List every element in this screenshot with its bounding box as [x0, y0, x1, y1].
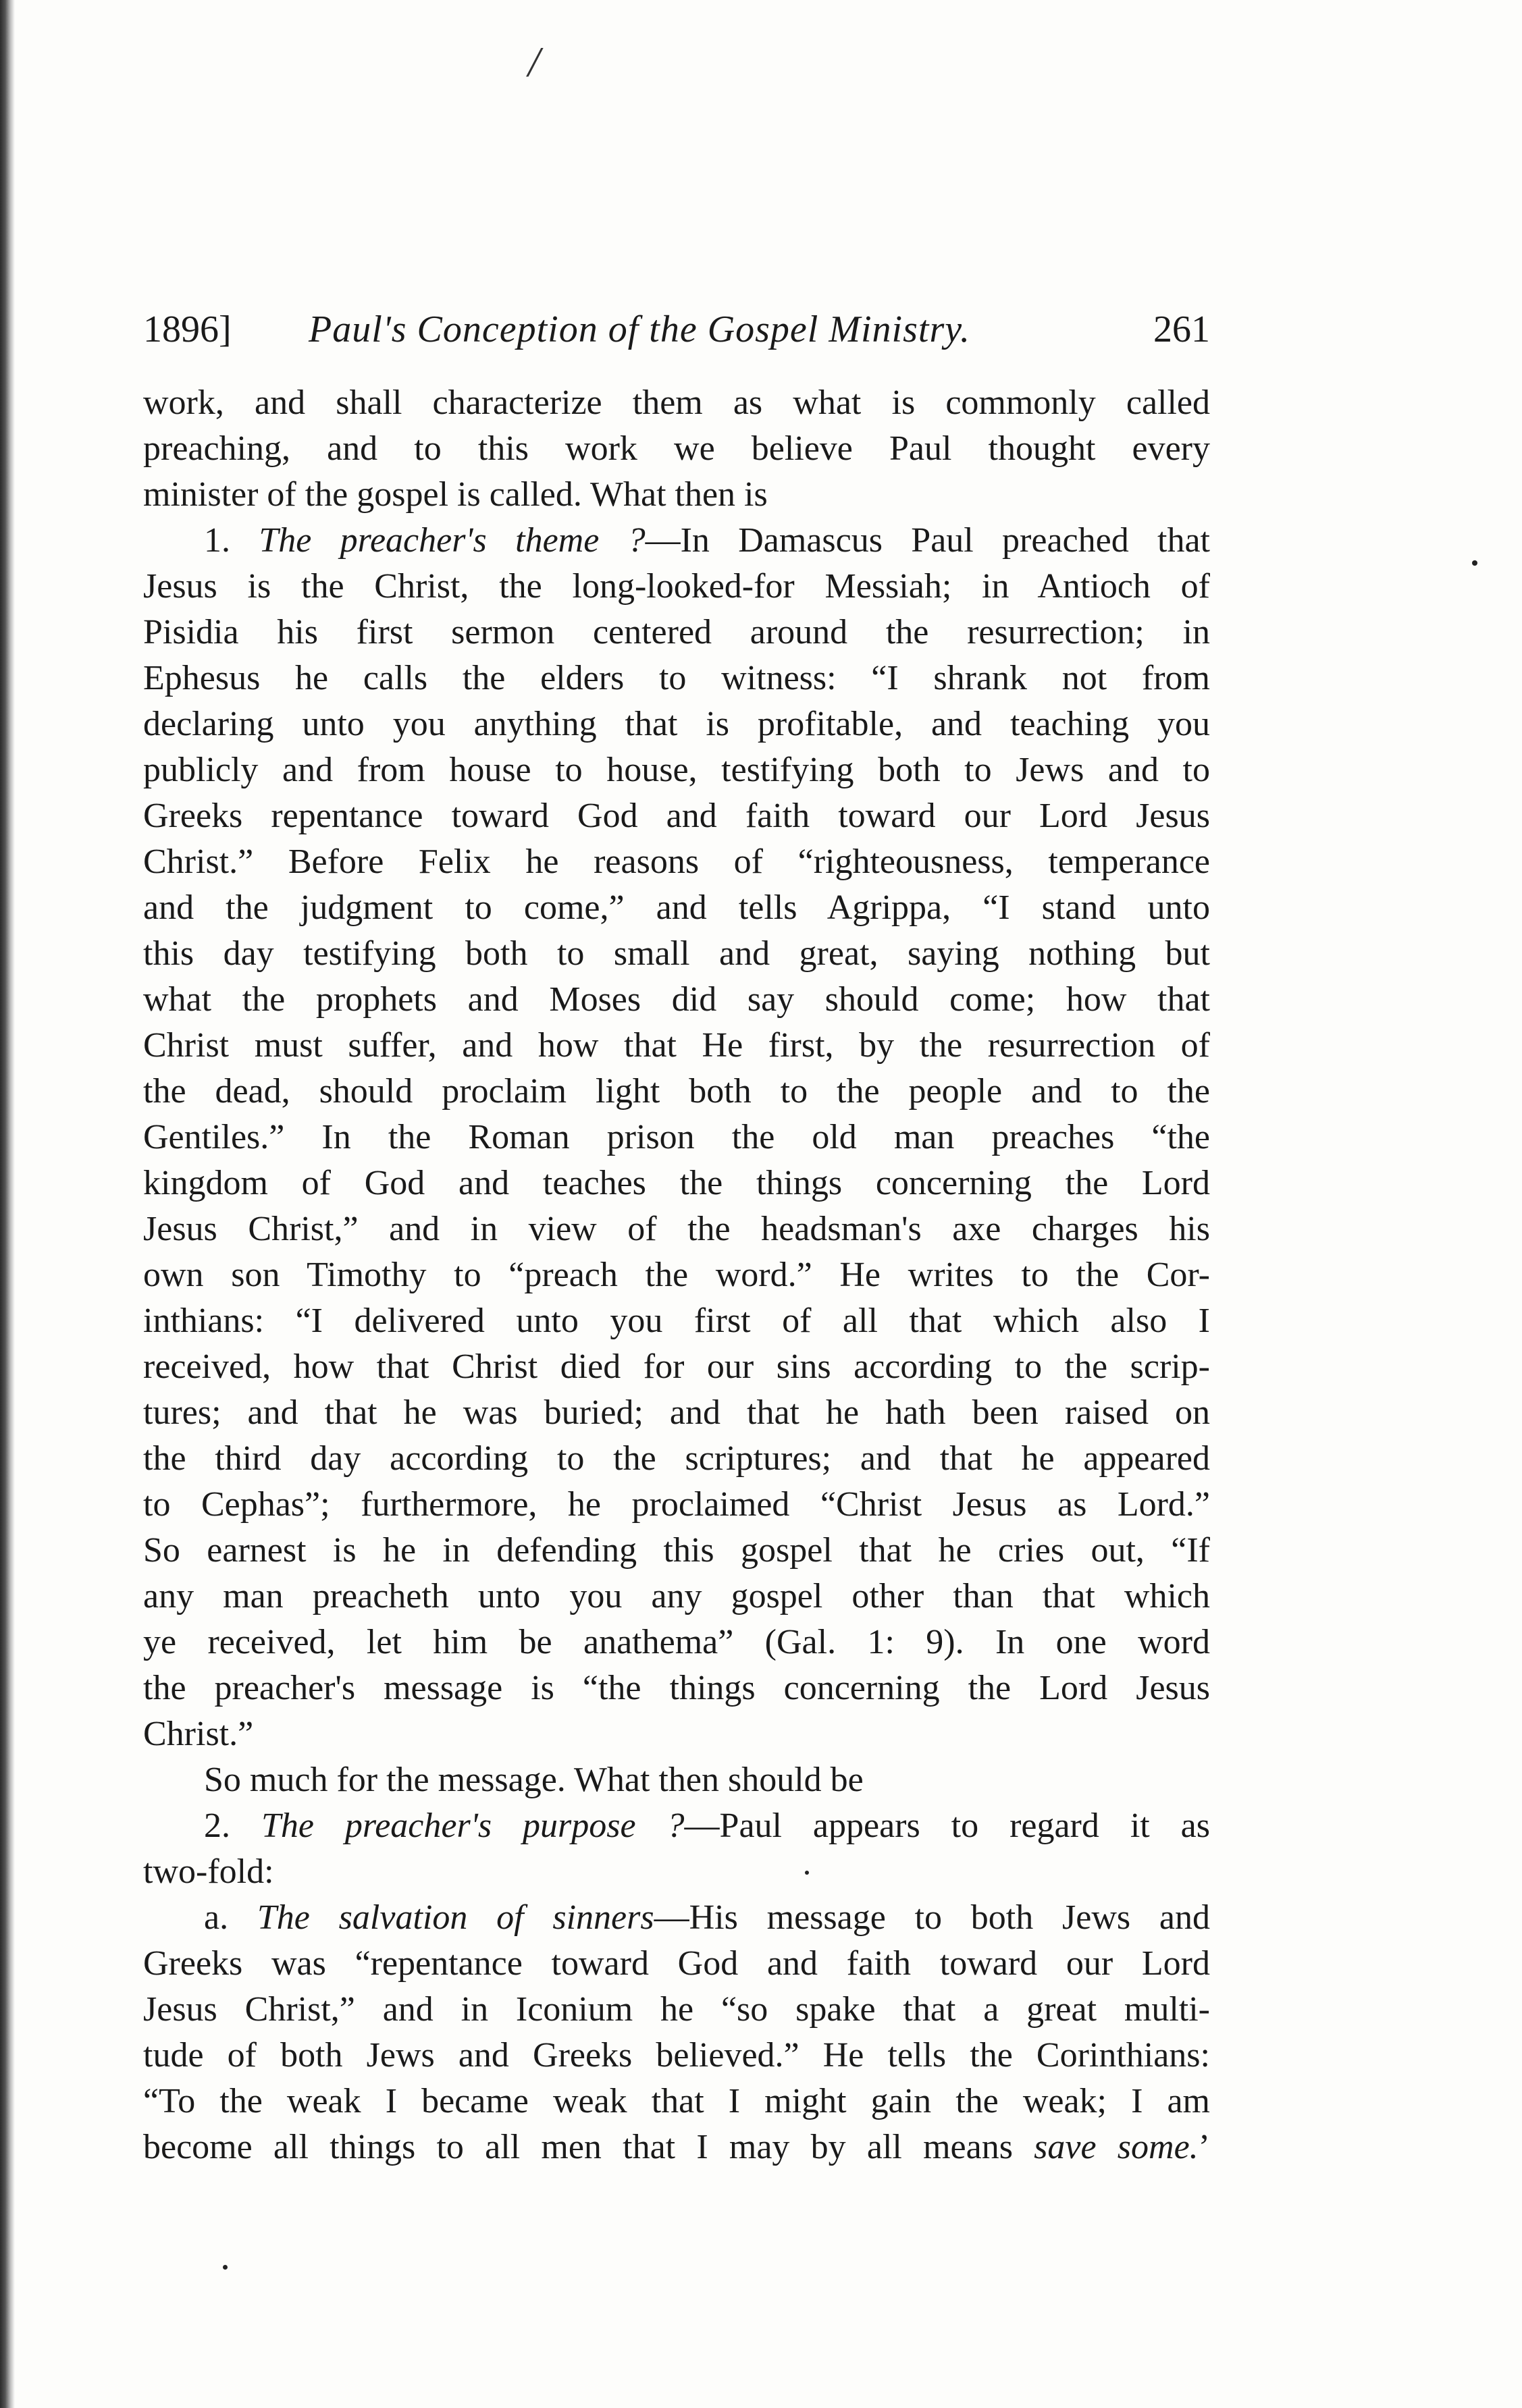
text-line — [143, 701, 1210, 747]
line-text: Jesus is the Christ, the long-looked-for Messiah; in Antioch of — [143, 567, 1210, 606]
line-italic: save some. — [1034, 2128, 1199, 2166]
text-line — [143, 472, 1210, 518]
line-text: inthians: “I delivered unto you first of all that which also I — [143, 1302, 1210, 1340]
text-line — [143, 1574, 1210, 1620]
line-prefix: 2. — [204, 1807, 230, 1845]
text-line — [143, 1206, 1210, 1252]
text-line — [143, 1252, 1210, 1298]
speck-dot — [223, 2265, 228, 2270]
text-line — [143, 655, 1210, 701]
line-text: the third day according to the scriptures; and that he appeared — [143, 1439, 1210, 1478]
text-line — [143, 1390, 1210, 1436]
line-italic: The preacher's purpose ? — [261, 1807, 685, 1845]
line-prefix: become all things to all men that I may by all means — [143, 2128, 1013, 2166]
binding-edge — [0, 0, 15, 2408]
page-number: 261 — [1153, 309, 1210, 350]
line-text: tude of both Jews and Greeks believed.” He tells the Corinthians: — [143, 2036, 1210, 2075]
line-text: own son Timothy to “preach the word.” He writes to the Cor- — [143, 1256, 1210, 1294]
line-text: So much for the message. What then should be — [204, 1761, 864, 1799]
text-line — [143, 1023, 1210, 1069]
text-line — [143, 1665, 1210, 1711]
line-text: two-fold: — [143, 1852, 274, 1891]
line-text: kingdom of God and teaches the things concerning the Lord — [143, 1164, 1210, 1202]
text-line — [143, 1941, 1210, 1987]
line-text: the dead, should proclaim light both to the people and to the — [143, 1072, 1210, 1111]
text-line — [143, 885, 1210, 931]
line-italic: The salvation of sinners — [257, 1898, 654, 1937]
line-text: Pisidia his first sermon centered around the resurrection; in — [143, 613, 1210, 651]
line-text: work, and shall characterize them as what is commonly called — [143, 383, 1210, 422]
line-suffix: —In Damascus Paul preached that — [645, 521, 1210, 560]
text-line — [143, 1069, 1210, 1115]
line-prefix: a. — [204, 1898, 229, 1937]
line-text: any man preacheth unto you any gospel other than that which — [143, 1577, 1210, 1615]
text-line — [143, 1620, 1210, 1665]
text-line — [143, 839, 1210, 885]
top-mark: / — [528, 38, 540, 86]
text-line — [143, 2124, 1210, 2170]
line-suffix: ’ — [1198, 2128, 1210, 2166]
line-text: to Cephas”; furthermore, he proclaimed “Christ Jesus as Lord.” — [143, 1485, 1210, 1524]
text-line — [143, 1298, 1210, 1344]
text-line — [143, 1895, 1210, 1941]
text-line — [143, 1803, 1210, 1849]
line-text: Jesus Christ,” and in Iconium he “so spake that a great multi- — [143, 1990, 1210, 2029]
text-line — [143, 747, 1210, 793]
running-head-year: 1896] — [143, 309, 232, 350]
line-text: Jesus Christ,” and in view of the headsman's axe charges his — [143, 1210, 1210, 1248]
line-text: what the prophets and Moses did say should come; how that — [143, 980, 1210, 1019]
line-text: and the judgment to come,” and tells Agrippa, “I stand unto — [143, 888, 1210, 927]
line-text: declaring unto you anything that is profitable, and teaching you — [143, 705, 1210, 743]
line-text: So earnest is he in defending this gospel that he cries out, “If — [143, 1531, 1210, 1570]
text-line — [143, 2079, 1210, 2124]
text-line — [143, 2033, 1210, 2079]
text-line — [143, 1987, 1210, 2033]
line-text: ye received, let him be anathema” (Gal. 1: 9). In one word — [143, 1623, 1210, 1661]
line-text: Gentiles.” In the Roman prison the old man preaches “the — [143, 1118, 1210, 1156]
line-text: tures; and that he was buried; and that he hath been raised on — [143, 1393, 1210, 1432]
body-text — [143, 380, 1210, 2170]
text-line — [143, 1528, 1210, 1574]
text-line — [143, 931, 1210, 977]
text-line — [143, 1482, 1210, 1528]
text-line — [143, 1757, 1210, 1803]
line-italic: The preacher's theme ? — [259, 521, 646, 560]
line-text: “To the weak I became weak that I might gain the weak; I am — [143, 2082, 1210, 2120]
text-line — [143, 1115, 1210, 1160]
text-line — [143, 977, 1210, 1023]
text-line — [143, 518, 1210, 564]
text-line — [143, 793, 1210, 839]
text-line — [143, 610, 1210, 655]
line-text: preaching, and to this work we believe Paul thought every — [143, 429, 1210, 468]
text-line — [143, 426, 1210, 472]
line-text: this day testifying both to small and great, saying nothing but — [143, 934, 1210, 973]
line-text: Greeks repentance toward God and faith toward our Lord Jesus — [143, 797, 1210, 835]
text-line — [143, 1711, 1210, 1757]
line-text: Ephesus he calls the elders to witness: “I shrank not from — [143, 659, 1210, 697]
running-head — [143, 302, 1210, 356]
line-text: Christ must suffer, and how that He first, by the resurrection of — [143, 1026, 1210, 1065]
running-head-title: Paul's Conception of the Gospel Ministry. — [309, 309, 971, 350]
text-line — [143, 1160, 1210, 1206]
line-suffix: —His message to both Jews and — [654, 1898, 1211, 1937]
line-text: Greeks was “repentance toward God and faith toward our Lord — [143, 1944, 1210, 1983]
line-text: Christ.” Before Felix he reasons of “righteousness, temperance — [143, 842, 1210, 881]
text-line — [143, 1344, 1210, 1390]
text-line — [143, 1849, 1210, 1895]
text-line — [143, 380, 1210, 426]
text-line — [143, 564, 1210, 610]
line-text: minister of the gospel is called. What then is — [143, 475, 768, 514]
line-text: the preacher's message is “the things concerning the Lord Jesus — [143, 1669, 1210, 1707]
line-prefix: 1. — [204, 521, 230, 560]
line-suffix: —Paul appears to regard it as — [684, 1807, 1210, 1845]
line-text: received, how that Christ died for our sins according to the scrip- — [143, 1347, 1210, 1386]
text-line — [143, 1436, 1210, 1482]
line-text: Christ.” — [143, 1715, 254, 1753]
speck-dot — [1472, 560, 1477, 566]
line-text: publicly and from house to house, testifying both to Jews and to — [143, 751, 1210, 789]
